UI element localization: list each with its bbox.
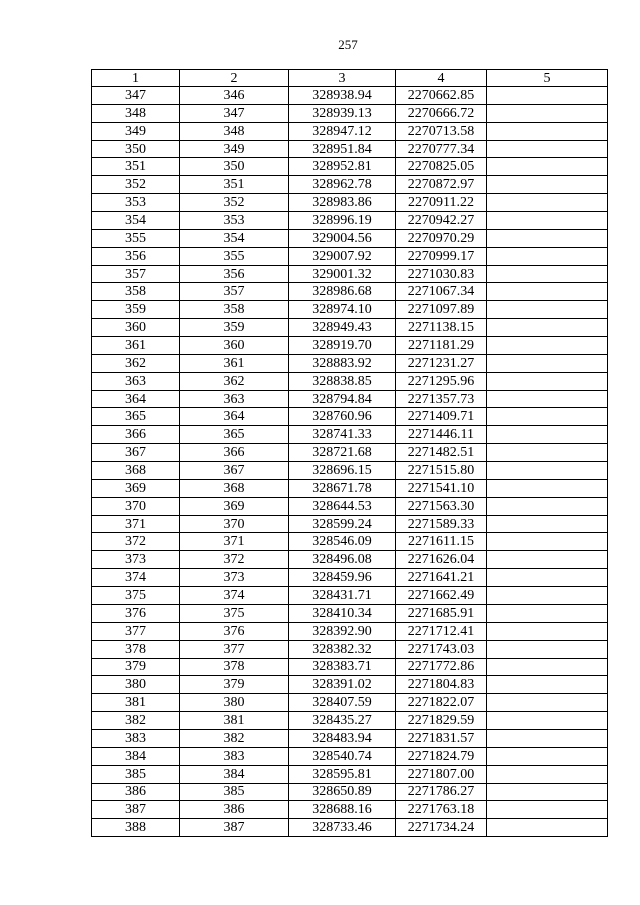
col-4-cell: 2271804.83 — [396, 676, 487, 694]
col-3-cell: 328644.53 — [289, 497, 396, 515]
table-row — [92, 426, 608, 444]
col-3-cell: 328431.71 — [289, 587, 396, 605]
col-2-cell: 374 — [180, 587, 289, 605]
col-4-cell: 2271763.18 — [396, 801, 487, 819]
col-2-cell: 371 — [180, 533, 289, 551]
table-row — [92, 390, 608, 408]
col-3-cell: 328951.84 — [289, 140, 396, 158]
header-col-1: 1 — [92, 70, 180, 87]
col-2-cell: 379 — [180, 676, 289, 694]
table-row — [92, 247, 608, 265]
col-5-cell — [487, 640, 608, 658]
col-5-cell — [487, 515, 608, 533]
col-3-cell: 328459.96 — [289, 569, 396, 587]
col-2-cell: 376 — [180, 622, 289, 640]
table-row — [92, 765, 608, 783]
col-2-cell: 357 — [180, 283, 289, 301]
col-5-cell — [487, 783, 608, 801]
col-3-cell: 328546.09 — [289, 533, 396, 551]
col-3-cell: 328391.02 — [289, 676, 396, 694]
col-4-cell: 2271515.80 — [396, 462, 487, 480]
col-2-cell: 375 — [180, 604, 289, 622]
col-5-cell — [487, 247, 608, 265]
col-5-cell — [487, 372, 608, 390]
col-3-cell: 328949.43 — [289, 319, 396, 337]
header-col-3: 3 — [289, 70, 396, 87]
col-2-cell: 358 — [180, 301, 289, 319]
col-3-cell: 328733.46 — [289, 819, 396, 837]
table-row — [92, 533, 608, 551]
col-4-cell: 2271482.51 — [396, 444, 487, 462]
col-4-cell: 2271446.11 — [396, 426, 487, 444]
table-row — [92, 497, 608, 515]
col-4-cell: 2270825.05 — [396, 158, 487, 176]
col-1-cell: 380 — [92, 676, 180, 694]
col-4-cell: 2270666.72 — [396, 104, 487, 122]
table-row — [92, 479, 608, 497]
col-1-cell: 351 — [92, 158, 180, 176]
col-2-cell: 370 — [180, 515, 289, 533]
col-2-cell: 359 — [180, 319, 289, 337]
col-3-cell: 328599.24 — [289, 515, 396, 533]
table-row — [92, 283, 608, 301]
table-row — [92, 158, 608, 176]
col-1-cell: 349 — [92, 122, 180, 140]
col-2-cell: 354 — [180, 229, 289, 247]
col-1-cell: 384 — [92, 747, 180, 765]
col-1-cell: 365 — [92, 408, 180, 426]
col-3-cell: 328721.68 — [289, 444, 396, 462]
col-2-cell: 350 — [180, 158, 289, 176]
col-5-cell — [487, 801, 608, 819]
col-4-cell: 2271807.00 — [396, 765, 487, 783]
col-4-cell: 2270713.58 — [396, 122, 487, 140]
col-1-cell: 360 — [92, 319, 180, 337]
table-row — [92, 515, 608, 533]
col-1-cell: 376 — [92, 604, 180, 622]
col-4-cell: 2271829.59 — [396, 712, 487, 730]
col-3-cell: 328794.84 — [289, 390, 396, 408]
col-3-cell: 328838.85 — [289, 372, 396, 390]
table-row — [92, 265, 608, 283]
col-1-cell: 347 — [92, 87, 180, 105]
col-1-cell: 377 — [92, 622, 180, 640]
col-5-cell — [487, 462, 608, 480]
col-1-cell: 362 — [92, 354, 180, 372]
table-row — [92, 729, 608, 747]
col-1-cell: 372 — [92, 533, 180, 551]
col-4-cell: 2271181.29 — [396, 337, 487, 355]
col-3-cell: 328883.92 — [289, 354, 396, 372]
col-1-cell: 368 — [92, 462, 180, 480]
table-row — [92, 354, 608, 372]
col-4-cell: 2270942.27 — [396, 212, 487, 230]
col-4-cell: 2271712.41 — [396, 622, 487, 640]
col-5-cell — [487, 676, 608, 694]
col-1-cell: 375 — [92, 587, 180, 605]
col-1-cell: 371 — [92, 515, 180, 533]
col-5-cell — [487, 569, 608, 587]
table-row — [92, 104, 608, 122]
table-row — [92, 694, 608, 712]
table-row — [92, 87, 608, 105]
col-5-cell — [487, 229, 608, 247]
col-2-cell: 365 — [180, 426, 289, 444]
col-4-cell: 2271357.73 — [396, 390, 487, 408]
col-4-cell: 2271626.04 — [396, 551, 487, 569]
col-3-cell: 328688.16 — [289, 801, 396, 819]
col-2-cell: 369 — [180, 497, 289, 515]
table-row — [92, 301, 608, 319]
col-5-cell — [487, 87, 608, 105]
col-1-cell: 379 — [92, 658, 180, 676]
col-3-cell: 328595.81 — [289, 765, 396, 783]
header-col-2: 2 — [180, 70, 289, 87]
col-2-cell: 387 — [180, 819, 289, 837]
table-row — [92, 372, 608, 390]
col-4-cell: 2271824.79 — [396, 747, 487, 765]
col-4-cell: 2271295.96 — [396, 372, 487, 390]
col-2-cell: 348 — [180, 122, 289, 140]
col-3-cell: 328741.33 — [289, 426, 396, 444]
table-row — [92, 783, 608, 801]
col-5-cell — [487, 408, 608, 426]
col-3-cell: 328962.78 — [289, 176, 396, 194]
col-5-cell — [487, 551, 608, 569]
col-3-cell: 328939.13 — [289, 104, 396, 122]
col-4-cell: 2271685.91 — [396, 604, 487, 622]
col-1-cell: 353 — [92, 194, 180, 212]
col-4-cell: 2271831.57 — [396, 729, 487, 747]
col-5-cell — [487, 337, 608, 355]
col-3-cell: 328382.32 — [289, 640, 396, 658]
table-row — [92, 140, 608, 158]
table-row — [92, 319, 608, 337]
col-5-cell — [487, 122, 608, 140]
col-5-cell — [487, 390, 608, 408]
col-2-cell: 351 — [180, 176, 289, 194]
col-5-cell — [487, 712, 608, 730]
col-3-cell: 328947.12 — [289, 122, 396, 140]
col-2-cell: 372 — [180, 551, 289, 569]
header-row — [92, 70, 608, 87]
col-4-cell: 2271611.15 — [396, 533, 487, 551]
col-4-cell: 2270777.34 — [396, 140, 487, 158]
col-3-cell: 328974.10 — [289, 301, 396, 319]
col-5-cell — [487, 104, 608, 122]
col-4-cell: 2271067.34 — [396, 283, 487, 301]
col-2-cell: 384 — [180, 765, 289, 783]
col-1-cell: 350 — [92, 140, 180, 158]
table-row — [92, 569, 608, 587]
col-2-cell: 383 — [180, 747, 289, 765]
col-1-cell: 387 — [92, 801, 180, 819]
col-4-cell: 2271743.03 — [396, 640, 487, 658]
table-row — [92, 122, 608, 140]
col-1-cell: 359 — [92, 301, 180, 319]
col-5-cell — [487, 479, 608, 497]
col-1-cell: 352 — [92, 176, 180, 194]
col-2-cell: 377 — [180, 640, 289, 658]
col-5-cell — [487, 194, 608, 212]
col-2-cell: 347 — [180, 104, 289, 122]
table-row — [92, 176, 608, 194]
col-4-cell: 2271138.15 — [396, 319, 487, 337]
header-col-5: 5 — [487, 70, 608, 87]
col-3-cell: 328483.94 — [289, 729, 396, 747]
col-1-cell: 363 — [92, 372, 180, 390]
col-1-cell: 370 — [92, 497, 180, 515]
table-row — [92, 747, 608, 765]
col-4-cell: 2271409.71 — [396, 408, 487, 426]
col-5-cell — [487, 265, 608, 283]
col-5-cell — [487, 426, 608, 444]
col-4-cell: 2270999.17 — [396, 247, 487, 265]
col-4-cell: 2271786.27 — [396, 783, 487, 801]
col-1-cell: 348 — [92, 104, 180, 122]
col-1-cell: 385 — [92, 765, 180, 783]
col-5-cell — [487, 747, 608, 765]
col-4-cell: 2270872.97 — [396, 176, 487, 194]
col-3-cell: 328496.08 — [289, 551, 396, 569]
page-number: 257 — [338, 37, 358, 52]
col-1-cell: 374 — [92, 569, 180, 587]
col-1-cell: 358 — [92, 283, 180, 301]
col-2-cell: 367 — [180, 462, 289, 480]
table-row — [92, 462, 608, 480]
table-row — [92, 444, 608, 462]
col-3-cell: 328392.90 — [289, 622, 396, 640]
col-5-cell — [487, 765, 608, 783]
col-4-cell: 2271541.10 — [396, 479, 487, 497]
col-2-cell: 381 — [180, 712, 289, 730]
col-5-cell — [487, 694, 608, 712]
col-1-cell: 357 — [92, 265, 180, 283]
col-5-cell — [487, 140, 608, 158]
col-2-cell: 363 — [180, 390, 289, 408]
col-3-cell: 328986.68 — [289, 283, 396, 301]
table-row — [92, 712, 608, 730]
col-2-cell: 380 — [180, 694, 289, 712]
col-5-cell — [487, 212, 608, 230]
col-2-cell: 385 — [180, 783, 289, 801]
table-row — [92, 622, 608, 640]
col-5-cell — [487, 587, 608, 605]
col-3-cell: 328696.15 — [289, 462, 396, 480]
col-2-cell: 352 — [180, 194, 289, 212]
col-5-cell — [487, 497, 608, 515]
col-5-cell — [487, 319, 608, 337]
col-4-cell: 2270970.29 — [396, 229, 487, 247]
table-row — [92, 604, 608, 622]
table-row — [92, 212, 608, 230]
col-4-cell: 2270662.85 — [396, 87, 487, 105]
col-3-cell: 328410.34 — [289, 604, 396, 622]
table-row — [92, 819, 608, 837]
col-3-cell: 329007.92 — [289, 247, 396, 265]
col-5-cell — [487, 729, 608, 747]
table-row — [92, 229, 608, 247]
col-1-cell: 388 — [92, 819, 180, 837]
col-2-cell: 378 — [180, 658, 289, 676]
col-5-cell — [487, 158, 608, 176]
header-col-4: 4 — [396, 70, 487, 87]
col-2-cell: 361 — [180, 354, 289, 372]
col-4-cell: 2271097.89 — [396, 301, 487, 319]
col-1-cell: 356 — [92, 247, 180, 265]
col-1-cell: 378 — [92, 640, 180, 658]
col-4-cell: 2271589.33 — [396, 515, 487, 533]
col-3-cell: 328938.94 — [289, 87, 396, 105]
table-row — [92, 640, 608, 658]
col-4-cell: 2271231.27 — [396, 354, 487, 372]
col-2-cell: 368 — [180, 479, 289, 497]
col-4-cell: 2271030.83 — [396, 265, 487, 283]
col-2-cell: 382 — [180, 729, 289, 747]
col-1-cell: 364 — [92, 390, 180, 408]
table-row — [92, 801, 608, 819]
col-3-cell: 328383.71 — [289, 658, 396, 676]
col-2-cell: 362 — [180, 372, 289, 390]
col-1-cell: 373 — [92, 551, 180, 569]
coordinates-table — [91, 69, 608, 837]
table-row — [92, 194, 608, 212]
col-5-cell — [487, 444, 608, 462]
col-5-cell — [487, 533, 608, 551]
col-2-cell: 349 — [180, 140, 289, 158]
col-5-cell — [487, 176, 608, 194]
col-4-cell: 2271563.30 — [396, 497, 487, 515]
col-3-cell: 328540.74 — [289, 747, 396, 765]
table-body — [92, 87, 608, 837]
col-1-cell: 382 — [92, 712, 180, 730]
col-3-cell: 328952.81 — [289, 158, 396, 176]
col-3-cell: 328671.78 — [289, 479, 396, 497]
col-5-cell — [487, 622, 608, 640]
col-2-cell: 364 — [180, 408, 289, 426]
table-row — [92, 408, 608, 426]
col-2-cell: 356 — [180, 265, 289, 283]
col-2-cell: 360 — [180, 337, 289, 355]
col-5-cell — [487, 658, 608, 676]
col-2-cell: 353 — [180, 212, 289, 230]
col-2-cell: 373 — [180, 569, 289, 587]
col-1-cell: 381 — [92, 694, 180, 712]
col-1-cell: 383 — [92, 729, 180, 747]
col-1-cell: 355 — [92, 229, 180, 247]
col-3-cell: 329004.56 — [289, 229, 396, 247]
col-3-cell: 328435.27 — [289, 712, 396, 730]
table-row — [92, 587, 608, 605]
col-3-cell: 328407.59 — [289, 694, 396, 712]
col-1-cell: 367 — [92, 444, 180, 462]
col-3-cell: 328919.70 — [289, 337, 396, 355]
col-5-cell — [487, 819, 608, 837]
col-3-cell: 328760.96 — [289, 408, 396, 426]
col-4-cell: 2271641.21 — [396, 569, 487, 587]
col-1-cell: 386 — [92, 783, 180, 801]
col-4-cell: 2271822.07 — [396, 694, 487, 712]
table-row — [92, 658, 608, 676]
col-3-cell: 328983.86 — [289, 194, 396, 212]
col-5-cell — [487, 301, 608, 319]
col-3-cell: 328650.89 — [289, 783, 396, 801]
col-1-cell: 354 — [92, 212, 180, 230]
col-2-cell: 346 — [180, 87, 289, 105]
col-5-cell — [487, 354, 608, 372]
col-2-cell: 366 — [180, 444, 289, 462]
table-header — [92, 70, 608, 87]
col-3-cell: 329001.32 — [289, 265, 396, 283]
col-4-cell: 2271734.24 — [396, 819, 487, 837]
col-5-cell — [487, 604, 608, 622]
table-row — [92, 676, 608, 694]
col-5-cell — [487, 283, 608, 301]
col-3-cell: 328996.19 — [289, 212, 396, 230]
col-1-cell: 361 — [92, 337, 180, 355]
col-1-cell: 369 — [92, 479, 180, 497]
table-row — [92, 551, 608, 569]
table-row — [92, 337, 608, 355]
col-4-cell: 2271662.49 — [396, 587, 487, 605]
col-4-cell: 2270911.22 — [396, 194, 487, 212]
col-4-cell: 2271772.86 — [396, 658, 487, 676]
col-2-cell: 386 — [180, 801, 289, 819]
col-1-cell: 366 — [92, 426, 180, 444]
col-2-cell: 355 — [180, 247, 289, 265]
